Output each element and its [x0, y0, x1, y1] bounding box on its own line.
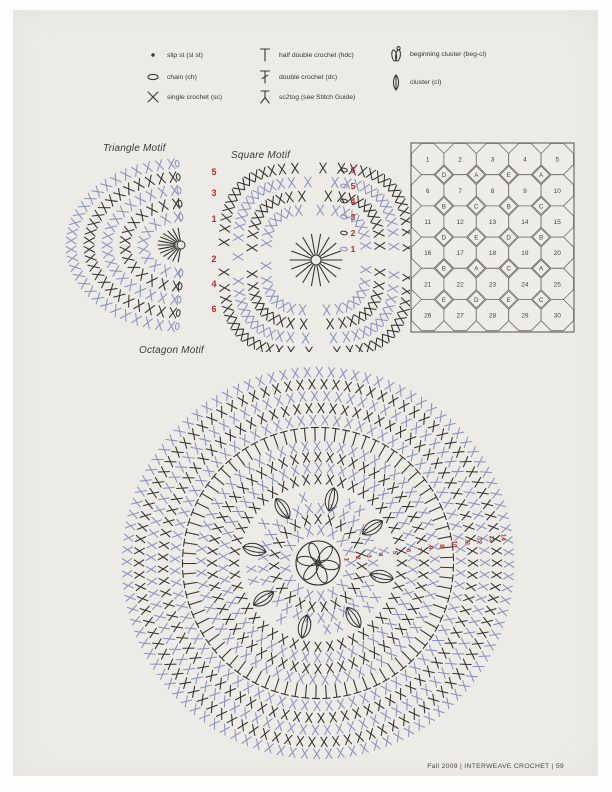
- octagon-round-number: 11: [463, 539, 471, 546]
- square-row-number: 3: [350, 212, 356, 222]
- grid-diamond-letter: E: [441, 296, 447, 304]
- single-crochet-icon: [145, 88, 161, 106]
- triangle-row-number: 4: [211, 279, 217, 289]
- octagon-round-2: [280, 525, 355, 601]
- square-row-number: 4: [350, 196, 356, 206]
- triangle-row-number: 3: [211, 188, 217, 198]
- grid-cell-number: 5: [555, 156, 560, 164]
- grid-cell-number: 3: [490, 156, 495, 164]
- page-footer: Fall 2009 | INTERWEAVE CROCHET | 59: [427, 763, 564, 770]
- grid-cell-number: 6: [425, 187, 430, 195]
- octagon-round-12: [158, 403, 478, 723]
- square-row-number: 2: [350, 228, 356, 238]
- octagon-round-number: 12: [475, 537, 483, 545]
- grid-cell-number: 22: [456, 281, 464, 289]
- grid-cell-number: 19: [521, 250, 529, 258]
- triangle-motif-diagram: [28, 138, 220, 338]
- square-round-1: [290, 234, 342, 285]
- grid-diamond-letter: D: [506, 234, 511, 242]
- legend-label: chain (ch): [167, 73, 197, 81]
- grid-cell-number: 26: [424, 312, 432, 320]
- octagon-round-number: 9: [437, 544, 445, 548]
- octagon-round-3: [269, 514, 367, 611]
- octagon-round-9: [196, 441, 440, 685]
- grid-cell-number: 13: [488, 219, 497, 226]
- triangle-motif-title: Triangle Motif: [103, 143, 166, 154]
- grid-cell-number: 24: [521, 281, 529, 289]
- legend-item-sc2tog: [257, 88, 355, 106]
- grid-diamond-letter: D: [441, 172, 447, 180]
- grid-cell-number: 20: [553, 250, 561, 258]
- grid-diamond-letter: E: [506, 296, 511, 304]
- grid-cell-number: 30: [553, 312, 561, 320]
- grid-diamond-letter: B: [506, 203, 511, 211]
- grid-diamond-letter: B: [538, 234, 544, 242]
- octagon-motif-diagram: [95, 345, 515, 763]
- octagon-motif-title: Octagon Motif: [139, 345, 204, 356]
- grid-cell-number: 15: [553, 219, 561, 226]
- legend-item-double-crochet: [257, 68, 337, 86]
- assembly-grid-chart: [410, 142, 576, 334]
- square-round-4: [233, 177, 399, 343]
- grid-cell-number: 11: [424, 219, 432, 226]
- grid-cell-number: 18: [488, 250, 497, 258]
- grid-cell-number: 14: [521, 219, 529, 226]
- square-row-number: 1: [350, 244, 356, 254]
- grid-diamond-letter: E: [474, 234, 479, 242]
- legend-item-single-crochet: [145, 88, 222, 106]
- grid-cell-number: 29: [521, 312, 529, 320]
- octagon-round-8: [207, 452, 429, 674]
- octagon-round-number: 5: [390, 550, 398, 555]
- octagon-round-number: 3: [364, 554, 372, 558]
- grid-cell-number: 12: [456, 219, 464, 226]
- square-round-5: [219, 163, 410, 352]
- grid-cell-number: 2: [458, 156, 462, 164]
- octagon-round-number: 6: [404, 548, 412, 553]
- legend-label: slip st (sl st): [167, 51, 203, 59]
- triangle-row-number: 2: [211, 254, 217, 264]
- square-motif-title: Square Motif: [231, 150, 291, 161]
- legend-item-slip-stitch: [145, 46, 203, 64]
- grid-cell-number: 16: [424, 250, 432, 258]
- grid-diamond-letter: B: [441, 265, 447, 273]
- grid-diamond-letter: A: [474, 265, 479, 273]
- legend-item-chain: [145, 68, 197, 86]
- grid-cell-number: 25: [553, 281, 561, 289]
- octagon-round-5: [241, 486, 394, 639]
- octagon-round-number: 13: [487, 535, 495, 543]
- legend-item-half-double-crochet: [257, 46, 354, 64]
- legend-item-cluster: [388, 73, 441, 91]
- grid-diamond-letter: C: [474, 203, 479, 211]
- octagon-round-number: 1: [342, 557, 350, 561]
- triangle-row-number: 5: [211, 167, 217, 177]
- grid-diamond-letter: D: [441, 234, 447, 242]
- half-double-crochet-icon: [257, 46, 273, 64]
- grid-cell-number: 8: [490, 187, 495, 195]
- grid-diamond-letter: D: [474, 296, 479, 304]
- octagon-round-number: 10: [450, 540, 458, 548]
- legend-label: beginning cluster (beg-cl): [410, 50, 487, 58]
- grid-cell-number: 1: [425, 156, 430, 164]
- octagon-round-number: 8: [426, 545, 434, 550]
- square-row-number: 5: [350, 181, 356, 191]
- octagon-round-11: [170, 415, 466, 711]
- grid-diamond-letter: C: [538, 296, 544, 304]
- octagon-round-6: [229, 474, 407, 652]
- page-background: [13, 10, 598, 776]
- double-crochet-icon: [257, 68, 273, 86]
- legend-label: double crochet (dc): [279, 73, 338, 81]
- triangle-row-number: 6: [211, 304, 217, 314]
- triangle-row-number: 1: [211, 214, 217, 224]
- grid-diamond-letter: C: [538, 203, 544, 211]
- sc2tog-icon: [257, 88, 273, 106]
- legend-label: half double crochet (hdc): [279, 51, 354, 59]
- grid-diamond-letter: E: [506, 172, 511, 180]
- legend-label: sc2tog (see Stitch Guide): [279, 93, 356, 101]
- square-round-3: [247, 191, 385, 329]
- square-row-number: 6: [350, 165, 356, 175]
- octagon-round-1: [296, 541, 340, 585]
- grid-diamond-letter: A: [538, 265, 544, 273]
- octagon-round-7: [218, 463, 418, 663]
- grid-diamond-letter: A: [538, 172, 544, 180]
- legend-label: cluster (cl): [410, 78, 442, 86]
- grid-cell-number: 28: [488, 312, 497, 320]
- triangle-round-1: [158, 228, 185, 262]
- octagon-round-number: 14: [499, 533, 507, 541]
- grid-cell-number: 21: [424, 281, 432, 289]
- grid-diamond-letter: A: [474, 172, 479, 180]
- octagon-round-15: [122, 367, 514, 759]
- grid-diamond-letter: B: [441, 203, 447, 211]
- grid-cell-number: 9: [523, 187, 527, 195]
- cluster-icon: [388, 73, 404, 91]
- legend-label: single crochet (sc): [167, 93, 223, 101]
- grid-cell-number: 17: [456, 250, 464, 258]
- grid-cell-number: 27: [456, 312, 464, 320]
- octagon-round-4: [258, 503, 378, 623]
- octagon-round-number: 4: [376, 552, 384, 557]
- grid-cell-number: 10: [553, 187, 561, 195]
- grid-cell-number: 7: [458, 187, 462, 195]
- grid-cell-number: 23: [488, 281, 497, 289]
- grid-diamond-letter: C: [506, 265, 511, 273]
- beginning-cluster-icon: [388, 45, 404, 63]
- legend-item-beginning-cluster: [388, 45, 486, 63]
- square-motif-diagram: [198, 148, 410, 352]
- octagon-round-number: 2: [354, 555, 362, 560]
- chain-icon: [145, 68, 161, 86]
- grid-cell-number: 4: [523, 156, 527, 164]
- slip-stitch-icon: [145, 46, 161, 64]
- octagon-round-number: 7: [415, 547, 423, 551]
